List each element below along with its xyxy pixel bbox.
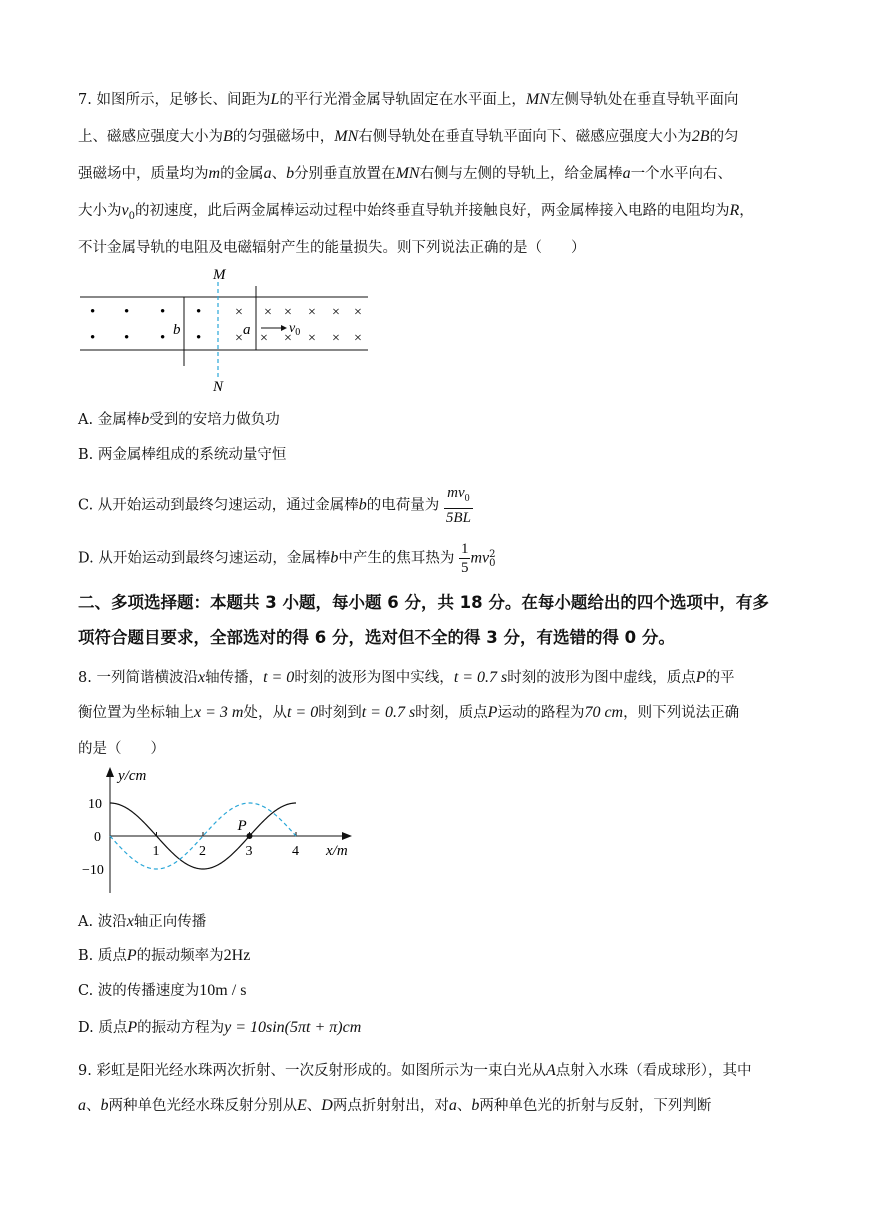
text: 大小为: [78, 203, 122, 219]
text: 时刻到: [318, 705, 362, 721]
field-cross: ×: [332, 305, 340, 320]
x-tick-label: 1: [152, 844, 160, 859]
field-cross: ×: [354, 305, 362, 320]
text: 上、磁感应强度大小为: [78, 129, 223, 145]
section2-heading-line-1: 二、多项选择题：本题共 3 小题，每小题 6 分，共 18 分。在每小题给出的四个选项中，有多: [78, 593, 769, 612]
q8-option-a[interactable]: [78, 910, 206, 931]
fraction-one-fifth: [459, 540, 471, 577]
x-tick-label: 4: [292, 844, 299, 859]
var-P: P: [487, 704, 498, 721]
t07: t = 0.7 s: [361, 704, 416, 721]
var-b: b: [141, 411, 150, 428]
text: 、: [456, 1098, 472, 1114]
var-x: x: [126, 913, 134, 930]
text: 强磁场中，质量均为: [78, 166, 209, 182]
q7-option-c[interactable]: [78, 484, 473, 527]
t0: t = 0: [286, 704, 319, 721]
text: D. 质点: [78, 1020, 128, 1036]
var-P: P: [126, 947, 137, 964]
field-dot: •: [160, 330, 166, 346]
equation: y = 10sin(5πt + π)cm: [224, 1019, 362, 1036]
field-cross: ×: [284, 331, 292, 346]
text: 的匀: [709, 129, 739, 145]
q7-option-a[interactable]: [78, 408, 280, 429]
q7-line-5: 不计金属导轨的电阻及电磁辐射产生的能量损失。则下列说法正确的是（ ）: [78, 240, 586, 256]
field-cross: ×: [308, 305, 316, 320]
text: 8. 一列简谐横波沿: [78, 670, 198, 686]
q7-line-3: [78, 162, 732, 183]
label-b: b: [173, 322, 181, 338]
var-MN: MN: [395, 165, 420, 182]
var-2B: 2B: [691, 128, 710, 145]
var-b: b: [100, 1097, 109, 1114]
fraction-charge: [444, 484, 473, 527]
field-dots-up: [90, 304, 201, 346]
text: 分别垂直放置在: [294, 166, 396, 182]
var-a: a: [448, 1097, 457, 1114]
text: 时刻，质点: [415, 705, 488, 721]
x-axis-arrow: [342, 832, 352, 840]
text: 右侧与左侧的导轨上，给金属棒: [419, 166, 623, 182]
text: 的金属: [220, 166, 264, 182]
text: 中产生的焦耳热为: [338, 550, 455, 567]
q8-line-1: [78, 666, 735, 687]
var-b: b: [286, 165, 295, 182]
var-B: B: [223, 128, 233, 145]
text: 运动的路程为: [497, 705, 585, 721]
point-P-label: P: [237, 818, 247, 834]
text: 一个水平向右、: [630, 166, 733, 182]
text: 时刻的波形为图中实线，: [294, 670, 454, 686]
q8-option-b[interactable]: [78, 944, 250, 965]
text: A. 金属棒: [78, 412, 142, 428]
q7-line-4: [78, 199, 754, 222]
text: 右侧导轨处在垂直导轨平面向下、磁感应强度大小为: [358, 129, 692, 145]
var-a: a: [78, 1097, 86, 1114]
numerator: [444, 484, 473, 509]
x-tick-label: 3: [245, 844, 253, 859]
t0: t = 0: [263, 669, 295, 686]
field-cross: ×: [332, 331, 340, 346]
field-crosses-down: [235, 305, 362, 346]
text: C. 波的传播速度为: [78, 983, 200, 999]
var-m: m: [208, 165, 221, 182]
var-x: x: [197, 669, 206, 686]
text: 的平行光滑金属导轨固定在水平面上，: [279, 92, 526, 108]
field-cross: ×: [354, 331, 362, 346]
text: 受到的安培力做负功: [149, 412, 280, 428]
sub0: 0: [489, 557, 496, 569]
q7-rail-figure: [78, 262, 378, 397]
text: 两种单色光的折射与反射，下列判断: [479, 1098, 712, 1114]
label-N: N: [213, 379, 224, 395]
subscript: 0: [128, 210, 135, 222]
text: ，: [739, 203, 754, 219]
field-dot: •: [160, 304, 166, 320]
text: 轴正向传播: [133, 914, 207, 930]
var-A: A: [545, 1062, 556, 1079]
x-axis-label: x/m: [326, 843, 348, 859]
x3: x = 3 m: [194, 704, 244, 721]
value: 10m / s: [199, 982, 247, 999]
section2-heading-line-2: 项符合题目要求，全部选对的得 6 分，选对但不全的得 3 分，有选错的得 0 分。: [78, 628, 675, 647]
text: 、: [306, 1098, 322, 1114]
var-b: b: [358, 496, 367, 514]
field-cross: ×: [264, 305, 272, 320]
field-dot: •: [124, 330, 130, 346]
denominator: 5BL: [445, 510, 471, 526]
sub0: 0: [295, 327, 301, 338]
text: 两种单色光经水珠反射分别从: [108, 1098, 297, 1114]
q7-line-1: [78, 88, 738, 109]
text: 两点折射射出，对: [332, 1098, 449, 1114]
text: 的平: [705, 670, 735, 686]
var-E: E: [297, 1097, 307, 1114]
denominator: 5: [460, 560, 469, 576]
text: 点射入水珠（看成球形），其中: [555, 1063, 752, 1079]
var-b: b: [330, 549, 339, 567]
field-dot: •: [90, 304, 96, 320]
text: 9. 彩虹是阳光经水珠两次折射、一次反射形成的。如图所示为一束白光从: [78, 1063, 546, 1079]
y-tick-label: −10: [82, 863, 104, 878]
var-v0: v: [121, 202, 129, 219]
text: 的初速度，此后两金属棒运动过程中始终垂直导轨并接触良好，两金属棒接入电路的电阻均为: [134, 203, 730, 219]
text: 的电荷量为: [366, 497, 440, 514]
q7-option-b[interactable]: B. 两金属棒组成的系统动量守恒: [78, 447, 287, 463]
var-D: D: [321, 1097, 333, 1114]
var-MN: MN: [334, 128, 359, 145]
v: v: [289, 321, 296, 336]
text: 、: [86, 1098, 101, 1114]
text: 处，从: [243, 705, 287, 721]
sup2: 2: [489, 548, 496, 560]
sub0: 0: [464, 493, 470, 504]
q8-line-2: [78, 701, 739, 722]
text: C. 从开始运动到最终匀速运动，通过金属棒: [78, 497, 359, 514]
q9-line-2: [78, 1094, 711, 1115]
label-M: M: [213, 267, 226, 283]
value: 2Hz: [223, 947, 251, 964]
q8-option-d[interactable]: [78, 1016, 361, 1037]
var-b: b: [471, 1097, 480, 1114]
text: ，则下列说法正确: [623, 705, 740, 721]
var-MN: MN: [525, 91, 550, 108]
text: 时刻的波形为图中虚线，质点: [507, 670, 696, 686]
q7-line-2: [78, 125, 739, 146]
q8-wave-chart: [78, 763, 368, 903]
text: 左侧导轨处在垂直导轨平面向: [549, 92, 739, 108]
q8-option-c[interactable]: [78, 979, 246, 1000]
text: A. 波沿: [78, 914, 127, 930]
field-cross: ×: [308, 331, 316, 346]
q9-line-1: [78, 1059, 751, 1080]
var-P: P: [695, 669, 706, 686]
y-tick-label: 10: [88, 797, 102, 812]
field-cross: ×: [284, 305, 292, 320]
text: 的振动方程为: [137, 1020, 225, 1036]
y-axis-arrow: [106, 767, 114, 777]
text: 衡位置为坐标轴上: [78, 705, 194, 721]
field-cross: ×: [260, 331, 268, 346]
text: 的振动频率为: [136, 948, 224, 964]
text: 7. 如图所示，足够长、间距为: [78, 92, 271, 108]
var-P: P: [127, 1019, 138, 1036]
y-tick-label: 0: [94, 830, 101, 845]
mv: mv: [470, 549, 490, 567]
field-cross: ×: [235, 331, 243, 346]
q8-line-3: 的是（ ）: [78, 741, 165, 757]
text: D. 从开始运动到最终匀速运动，金属棒: [78, 550, 331, 567]
x-tick-label: 2: [199, 844, 206, 859]
sup-sub: [489, 550, 495, 568]
var-R: R: [729, 202, 740, 219]
field-dot: •: [196, 330, 202, 346]
text: 的匀强磁场中，: [232, 129, 335, 145]
mv: mv: [447, 485, 465, 501]
field-cross: ×: [235, 305, 243, 320]
var-a: a: [263, 165, 272, 182]
point-P: [247, 833, 253, 839]
y-axis-label: y/cm: [118, 768, 147, 784]
var-L: L: [270, 91, 280, 108]
text: 、: [271, 166, 287, 182]
field-dot: •: [90, 330, 96, 346]
field-dot: •: [196, 304, 202, 320]
text: B. 质点: [78, 948, 127, 964]
label-a: a: [243, 322, 251, 338]
numerator: 1: [460, 541, 469, 557]
text: 轴传播，: [205, 670, 264, 686]
var-a: a: [622, 165, 631, 182]
q7-option-d[interactable]: [78, 540, 495, 577]
t07: t = 0.7 s: [453, 669, 508, 686]
field-dot: •: [124, 304, 130, 320]
d70: 70 cm: [584, 704, 624, 721]
